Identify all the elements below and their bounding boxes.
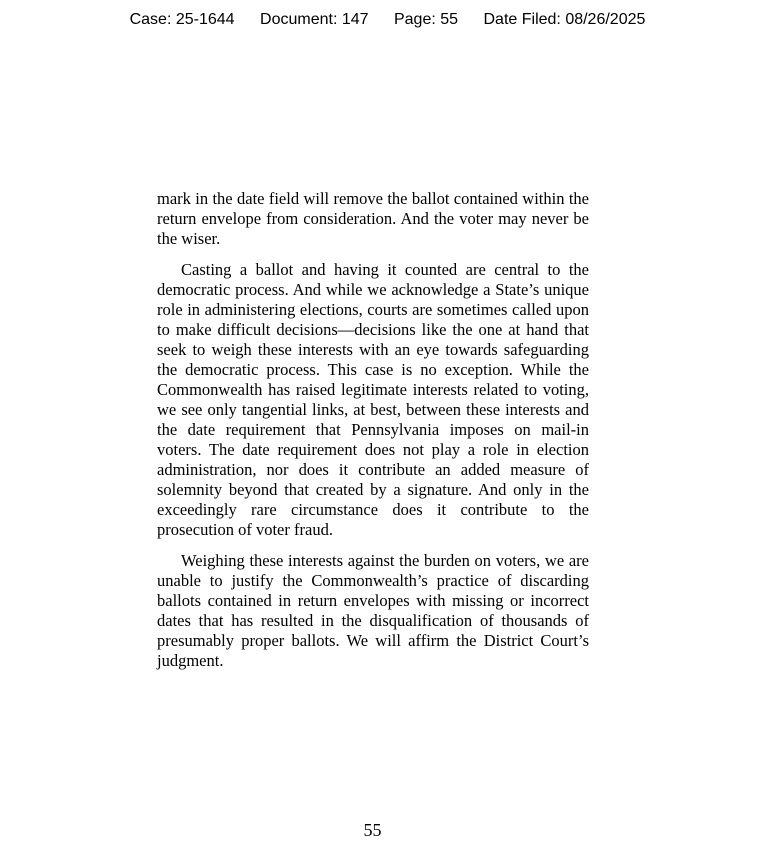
case-number: Case: 25-1644 <box>129 11 235 28</box>
document-number: Document: 147 <box>260 11 369 28</box>
filing-header <box>0 10 775 30</box>
date-filed: Date Filed: 08/26/2025 <box>483 11 646 28</box>
paragraph-continued: mark in the date field will remove the ballot contained within the return envelope from consideration. And the voter may never be the wiser. <box>157 189 589 248</box>
header-page: Page: 55 <box>393 11 459 28</box>
paragraph-conclusion: Weighing these interests against the burden on voters, we are unable to justify the Commonwealth’s practice of discarding ballots contained in return envelopes with missing or incorrect dates that has resulted in the disqualification of thousands of presumably proper ballots. We will affirm the District Court’s judgment. <box>157 551 589 670</box>
paragraph-democratic-process: Casting a ballot and having it counted are central to the democratic process. And while we acknowledge a State’s unique role in administering elections, courts are sometimes called upon to make difficult decisions—decisions like the one at hand that seek to weigh these interests with an eye towards safeguarding the democratic process. This case is no exception. While the Commonwealth has raised legitimate interests related to voting, we see only tangential links, at best, between these interests and the date requirement that Pennsylvania imposes on mail-in voters. The date requirement does not play a role in election administration, nor does it contribute an added measure of solemnity beyond that created by a signature. And only in the exceedingly rare circumstance does it contribute to the prosecution of voter fraud. <box>157 260 589 539</box>
page-number: 55 <box>363 820 382 840</box>
opinion-body <box>157 189 589 682</box>
